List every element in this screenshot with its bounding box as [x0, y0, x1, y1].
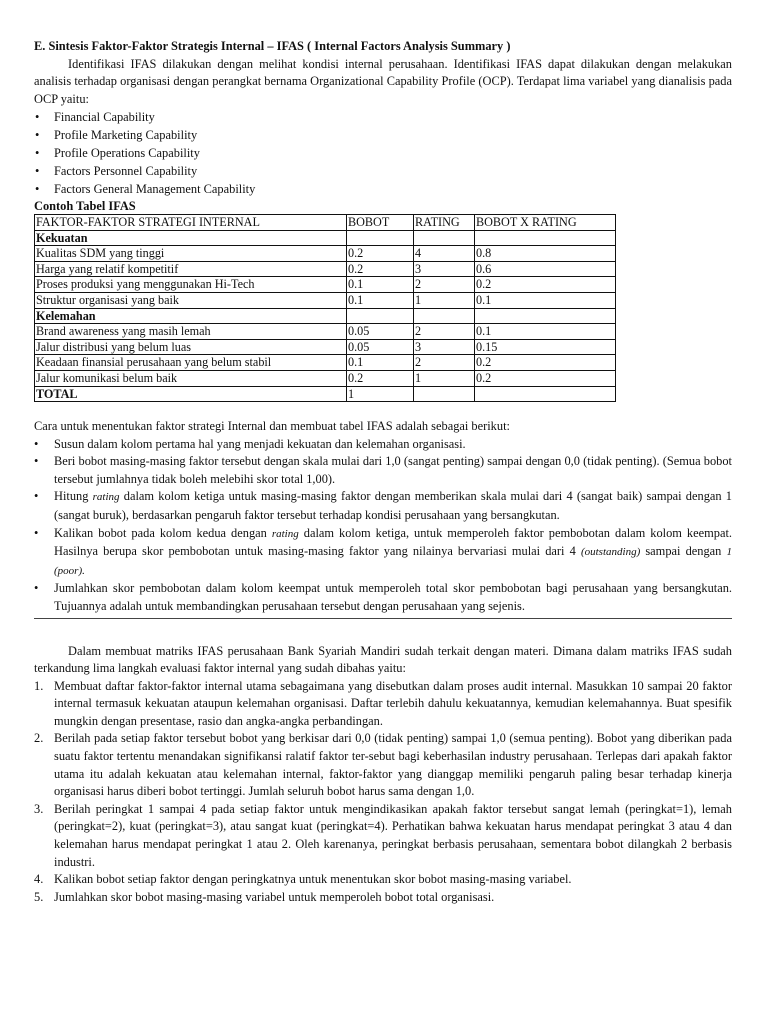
divider [34, 618, 732, 619]
table-cell [475, 386, 616, 402]
list-item: • Financial Capability [34, 108, 732, 126]
table-cell: 0.8 [475, 246, 616, 262]
list-item: • Profile Operations Capability [34, 144, 732, 162]
section-row-kelemahan [35, 308, 616, 324]
steps-list [34, 436, 732, 616]
table-row [35, 292, 616, 308]
list-item [34, 525, 732, 581]
table-cell: 2 [414, 277, 475, 293]
table-cell: 0.05 [347, 324, 414, 340]
table-row [35, 355, 616, 371]
table-cell [414, 386, 475, 402]
table-cell: 0.1 [475, 324, 616, 340]
rating-term: rating [92, 491, 120, 504]
step-text: dalam kolom ketiga untuk masing-masing faktor dengan memberikan skala mulai dari 4 (sangat baik) sampai dengan 1 (sangat buruk), berdasarkan pengaruh faktor tersebut terhadap kondisi perusahaan yang bersangkutan. [54, 489, 732, 522]
table-cell: Jalur distribusi yang belum luas [35, 339, 347, 355]
table-cell: 2 [414, 324, 475, 340]
table-cell: 0.6 [475, 261, 616, 277]
table-cell: 3 [414, 261, 475, 277]
table-cell: 0.2 [347, 261, 414, 277]
list-item: 2. Berilah pada setiap faktor tersebut bobot yang berkisar dari 0,0 (tidak penting) sampai 1,0 (semua penting). Bobot yang diberikan pada suatu faktor tertentu menandakan signifikansi ralatif faktor ter-sebut bagi keberhasilan industry perusahaan. Terlepas dari apakah faktor utama itu adalah kekuatan atau kelemahan internal, faktor-faktor yang dianggap memiliki pengaruh paling besar terhadap kinerja organisasi harus diberi bobot tertinggi. Jumlah seluruh bobot harus sama dengan 1,0. [34, 731, 732, 799]
header-cell: RATING [414, 215, 475, 231]
step-text: sampai dengan [645, 544, 722, 559]
table-cell: 2 [414, 355, 475, 371]
header-cell: BOBOT [347, 215, 414, 231]
list-item: 3. Berilah peringkat 1 sampai 4 pada setiap faktor untuk mengindikasikan apakah faktor tersebut sangat lemah (peringkat=1), lemah (peringkat=2), kuat (peringkat=3), atau sangat kuat (peringkat=4). Perhatikan bahwa kekuatan harus mendapat peringkat 3 atau 4 dan kelemahan harus mendapat peringkat 1 atau 2. Oleh karenanya, peringkat berbasis perusahaan, sementara bobot dilangkah 2 berbasis industri. [34, 801, 732, 869]
list-number: 4. [34, 872, 44, 887]
table-row [35, 339, 616, 355]
table-cell: 1 [414, 292, 475, 308]
table-header-row [35, 215, 616, 231]
outstanding-term: (outstanding) [580, 546, 641, 559]
table-row [35, 324, 616, 340]
section-label: Kelemahan [35, 308, 347, 324]
step-text: Hitung [54, 489, 89, 504]
table-cell: 0.2 [475, 277, 616, 293]
list-item: • Profile Marketing Capability [34, 126, 732, 144]
list-item: • Factors General Management Capability [34, 180, 732, 198]
list-number: 1. [34, 678, 44, 693]
list-number: 5. [34, 889, 44, 904]
list-item: • Jumlahkan skor pembobotan dalam kolom keempat untuk memperoleh total skor pembobotan bagi perusahaan yang bersangkutan. Tujuannya adalah untuk membandingkan perusahaan tersebut dengan perusahaan yang sejenis. [34, 580, 732, 615]
table-cell: Brand awareness yang masih lemah [35, 324, 347, 340]
table-cell: Harga yang relatif kompetitif [35, 261, 347, 277]
table-cell: Jalur komunikasi belum baik [35, 370, 347, 386]
section-heading: E. Sintesis Faktor-Faktor Strategis Internal – IFAS ( Internal Factors Analysis Summary ) [34, 39, 511, 53]
table-cell: 3 [414, 339, 475, 355]
table-cell: 4 [414, 246, 475, 262]
ifas-steps [34, 418, 732, 615]
list-number: 2. [34, 731, 44, 746]
step-text: Kalikan bobot pada kolom kedua dengan [54, 525, 267, 540]
intro-paragraph: Identifikasi IFAS dilakukan dengan melihat kondisi internal perusahaan. Identifikasi IFAS dapat dilakukan dengan melakukan analisis terhadap organisasi dengan perangkat bernama Organizational Capability Profile (OCP). Terdapat lima variabel yang dianalisis pada OCP yaitu: [34, 56, 732, 106]
total-bobot: 1 [347, 386, 414, 402]
table-cell: 0.1 [347, 355, 414, 371]
step-text: dalam kolom ketiga, untuk memperoleh faktor pembobotan dalam kolom keempat. Hasilnya berupa skor pembobotan untuk masing-masing faktor yang nilainya bervariasi mulai dari 4 [54, 525, 732, 559]
table-cell: 0.2 [475, 370, 616, 386]
list-item [34, 488, 732, 524]
steps-intro: Cara untuk menentukan faktor strategi Internal dan membuat tabel IFAS adalah sebagai berikut: [34, 419, 510, 434]
list-item: • Factors Personnel Capability [34, 162, 732, 180]
bsm-section [34, 643, 732, 907]
list-number: 3. [34, 801, 44, 816]
table-row [35, 277, 616, 293]
list-item: • Susun dalam kolom pertama hal yang menjadi kekuatan dan kelemahan organisasi. [34, 436, 732, 454]
table-cell: 0.2 [347, 370, 414, 386]
table-cell: 0.1 [475, 292, 616, 308]
section2-intro: Dalam membuat matriks IFAS perusahaan Bank Syariah Mandiri sudah terkait dengan materi. Dimana dalam matriks IFAS sudah terkandung lima langkah evaluasi faktor internal yang sudah dibahas yaitu: [34, 643, 732, 676]
section-row-kekuatan [35, 230, 616, 246]
document-page [34, 38, 732, 906]
table-cell: 0.1 [347, 277, 414, 293]
list-item: • Beri bobot masing-masing faktor tersebut dengan skala mulai dari 1,0 (sangat penting) sampai dengan 0,0 (tidak penting). (Semua bobot tersebut jumlahnya tidak boleh melebihi skor total 1,00). [34, 453, 732, 488]
table-caption: Contoh Tabel IFAS [34, 199, 136, 213]
table-row [35, 370, 616, 386]
table-row [35, 246, 616, 262]
table-cell: Kualitas SDM yang tinggi [35, 246, 347, 262]
list-item: 1. Membuat daftar faktor-faktor internal utama sebagaimana yang disebutkan dalam proses audit internal. Masukkan 10 sampai 20 faktor internal termasuk kekuatan ataupun kelemahan organisasi. Daftar terlebih dahulu kekuatannya, kemudian kelemahannya. Buat spesifik mungkin dengan presentase, rasio dan angka-angka perbandingan. [34, 678, 732, 728]
table-cell: 0.1 [347, 292, 414, 308]
table-cell: 1 [414, 370, 475, 386]
ifas-table [34, 214, 616, 402]
section-label: Kekuatan [35, 230, 347, 246]
table-cell: Struktur organisasi yang baik [35, 292, 347, 308]
table-cell: 0.15 [475, 339, 616, 355]
table-cell: 0.2 [347, 246, 414, 262]
poor-term: 1 (poor). [54, 546, 732, 577]
rating-term: rating [271, 527, 299, 540]
ocp-variable-list [34, 108, 732, 198]
table-row [35, 261, 616, 277]
list-item: 4. Kalikan bobot setiap faktor dengan peringkatnya untuk menentukan skor bobot masing-masing variabel. [34, 871, 732, 889]
header-cell: BOBOT X RATING [475, 215, 616, 231]
table-cell: 0.05 [347, 339, 414, 355]
header-cell: FAKTOR-FAKTOR STRATEGI INTERNAL [35, 215, 347, 231]
total-row [35, 386, 616, 402]
table-cell: Keadaan finansial perusahaan yang belum stabil [35, 355, 347, 371]
list-item: 5. Jumlahkan skor bobot masing-masing variabel untuk memperoleh bobot total organisasi. [34, 889, 732, 907]
total-label: TOTAL [35, 386, 347, 402]
table-cell: 0.2 [475, 355, 616, 371]
table-cell: Proses produksi yang menggunakan Hi-Tech [35, 277, 347, 293]
numbered-steps [34, 678, 732, 907]
